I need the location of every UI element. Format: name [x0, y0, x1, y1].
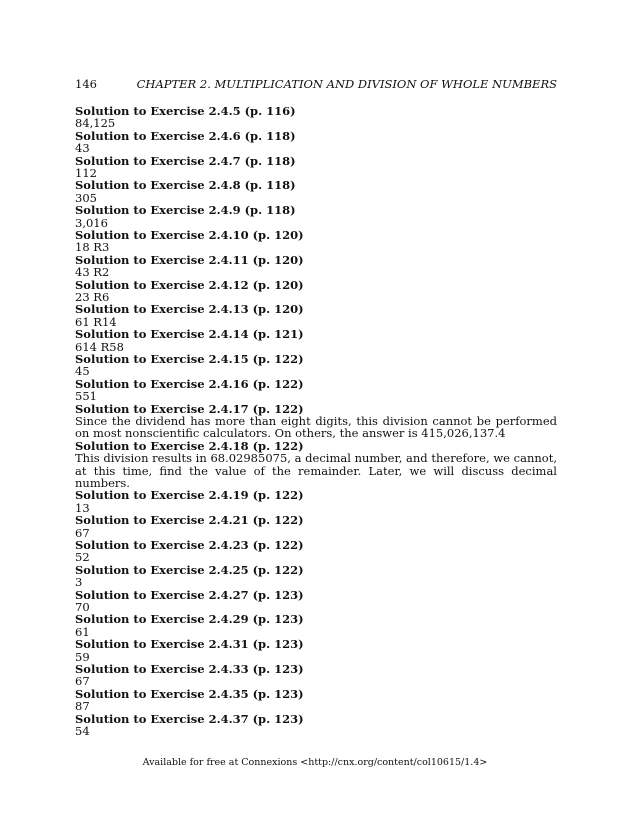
- solution-entry: [75, 279, 557, 304]
- solution-answer: 3: [75, 575, 83, 590]
- solution-entry: [75, 688, 557, 713]
- solution-answer: 43 R2: [75, 265, 110, 280]
- solution-title: Solution to Exercise 2.4.8 (p. 118): [75, 178, 296, 193]
- solution-title: Solution to Exercise 2.4.21 (p. 122): [75, 513, 304, 528]
- solution-answer: This division results in 68.02985075, a decimal number, and therefore, we cannot, at this time, find the value of the remainder. Later, we will discuss decimal numbers.: [75, 451, 557, 490]
- solution-entry: [75, 539, 557, 564]
- solution-answer: 87: [75, 699, 90, 714]
- solution-answer: Since the dividend has more than eight digits, this division cannot be performed on most nonscientific calculators. On others, the answer is 415,026,137.4: [75, 413, 557, 441]
- solution-answer: 52: [75, 550, 90, 565]
- solution-answer: 614 R58: [75, 339, 124, 354]
- solution-title: Solution to Exercise 2.4.7 (p. 118): [75, 153, 296, 168]
- solution-answer: 551: [75, 389, 97, 404]
- solution-title: Solution to Exercise 2.4.31 (p. 123): [75, 637, 304, 652]
- solution-answer: 18 R3: [75, 240, 110, 255]
- page-footer: Available for free at Connexions <http://cnx.org/content/col10615/1.4>: [142, 757, 488, 768]
- solution-title: Solution to Exercise 2.4.9 (p. 118): [75, 203, 296, 218]
- solution-entry: [75, 403, 557, 440]
- solution-answer: 61: [75, 624, 90, 639]
- solution-answer: 43: [75, 141, 90, 156]
- solution-entry: [75, 155, 557, 180]
- solution-title: Solution to Exercise 2.4.37 (p. 123): [75, 711, 304, 726]
- solution-entry: [75, 638, 557, 663]
- solution-entry: [75, 303, 557, 328]
- solution-title: Solution to Exercise 2.4.29 (p. 123): [75, 612, 304, 627]
- solution-entry: [75, 229, 557, 254]
- chapter-title: CHAPTER 2. MULTIPLICATION AND DIVISION OF WHOLE NUMBERS: [136, 77, 557, 91]
- solution-title: Solution to Exercise 2.4.18 (p. 122): [75, 438, 304, 453]
- solution-title: Solution to Exercise 2.4.12 (p. 120): [75, 277, 304, 292]
- solution-title: Solution to Exercise 2.4.25 (p. 122): [75, 562, 304, 577]
- solution-title: Solution to Exercise 2.4.23 (p. 122): [75, 537, 304, 552]
- solution-title: Solution to Exercise 2.4.10 (p. 120): [75, 227, 304, 242]
- solution-entry: [75, 564, 557, 589]
- solution-answer: 13: [75, 500, 90, 515]
- solution-title: Solution to Exercise 2.4.13 (p. 120): [75, 302, 304, 317]
- solution-answer: 54: [75, 723, 90, 738]
- solution-answer: 112: [75, 165, 97, 180]
- solution-entry: [75, 204, 557, 229]
- solution-answer: 61 R14: [75, 314, 117, 329]
- solution-title: Solution to Exercise 2.4.14 (p. 121): [75, 327, 304, 342]
- solution-entry: [75, 514, 557, 539]
- solution-title: Solution to Exercise 2.4.16 (p. 122): [75, 376, 304, 391]
- solution-entry: [75, 254, 557, 279]
- solution-entry: [75, 713, 557, 738]
- solution-answer: 3,016: [75, 215, 108, 230]
- solution-entry: [75, 353, 557, 378]
- solution-title: Solution to Exercise 2.4.6 (p. 118): [75, 128, 296, 143]
- solution-entry: [75, 589, 557, 614]
- solution-entry: [75, 179, 557, 204]
- page-header: [75, 77, 557, 91]
- solutions-list: [75, 105, 557, 737]
- solution-entry: [75, 440, 557, 490]
- solution-answer: 59: [75, 649, 90, 664]
- solution-entry: [75, 489, 557, 514]
- solution-title: Solution to Exercise 2.4.33 (p. 123): [75, 661, 304, 676]
- solution-title: Solution to Exercise 2.4.17 (p. 122): [75, 401, 304, 416]
- solution-entry: [75, 130, 557, 155]
- solution-title: Solution to Exercise 2.4.19 (p. 122): [75, 488, 304, 503]
- solution-answer: 67: [75, 674, 90, 689]
- solution-entry: [75, 328, 557, 353]
- solution-title: Solution to Exercise 2.4.5 (p. 116): [75, 104, 296, 118]
- solution-answer: 23 R6: [75, 289, 110, 304]
- solution-entry: [75, 378, 557, 403]
- page-number: 146: [75, 77, 97, 91]
- solution-answer: 45: [75, 364, 90, 379]
- solution-entry: [75, 105, 557, 130]
- solution-title: Solution to Exercise 2.4.15 (p. 122): [75, 351, 304, 366]
- solution-title: Solution to Exercise 2.4.27 (p. 123): [75, 587, 304, 602]
- solution-answer: 70: [75, 599, 90, 614]
- solution-title: Solution to Exercise 2.4.35 (p. 123): [75, 686, 304, 701]
- solution-answer: 84,125: [75, 116, 116, 131]
- solution-answer: 305: [75, 190, 97, 205]
- solution-answer: 67: [75, 525, 90, 540]
- solution-entry: [75, 663, 557, 688]
- solution-entry: [75, 613, 557, 638]
- solution-title: Solution to Exercise 2.4.11 (p. 120): [75, 252, 304, 267]
